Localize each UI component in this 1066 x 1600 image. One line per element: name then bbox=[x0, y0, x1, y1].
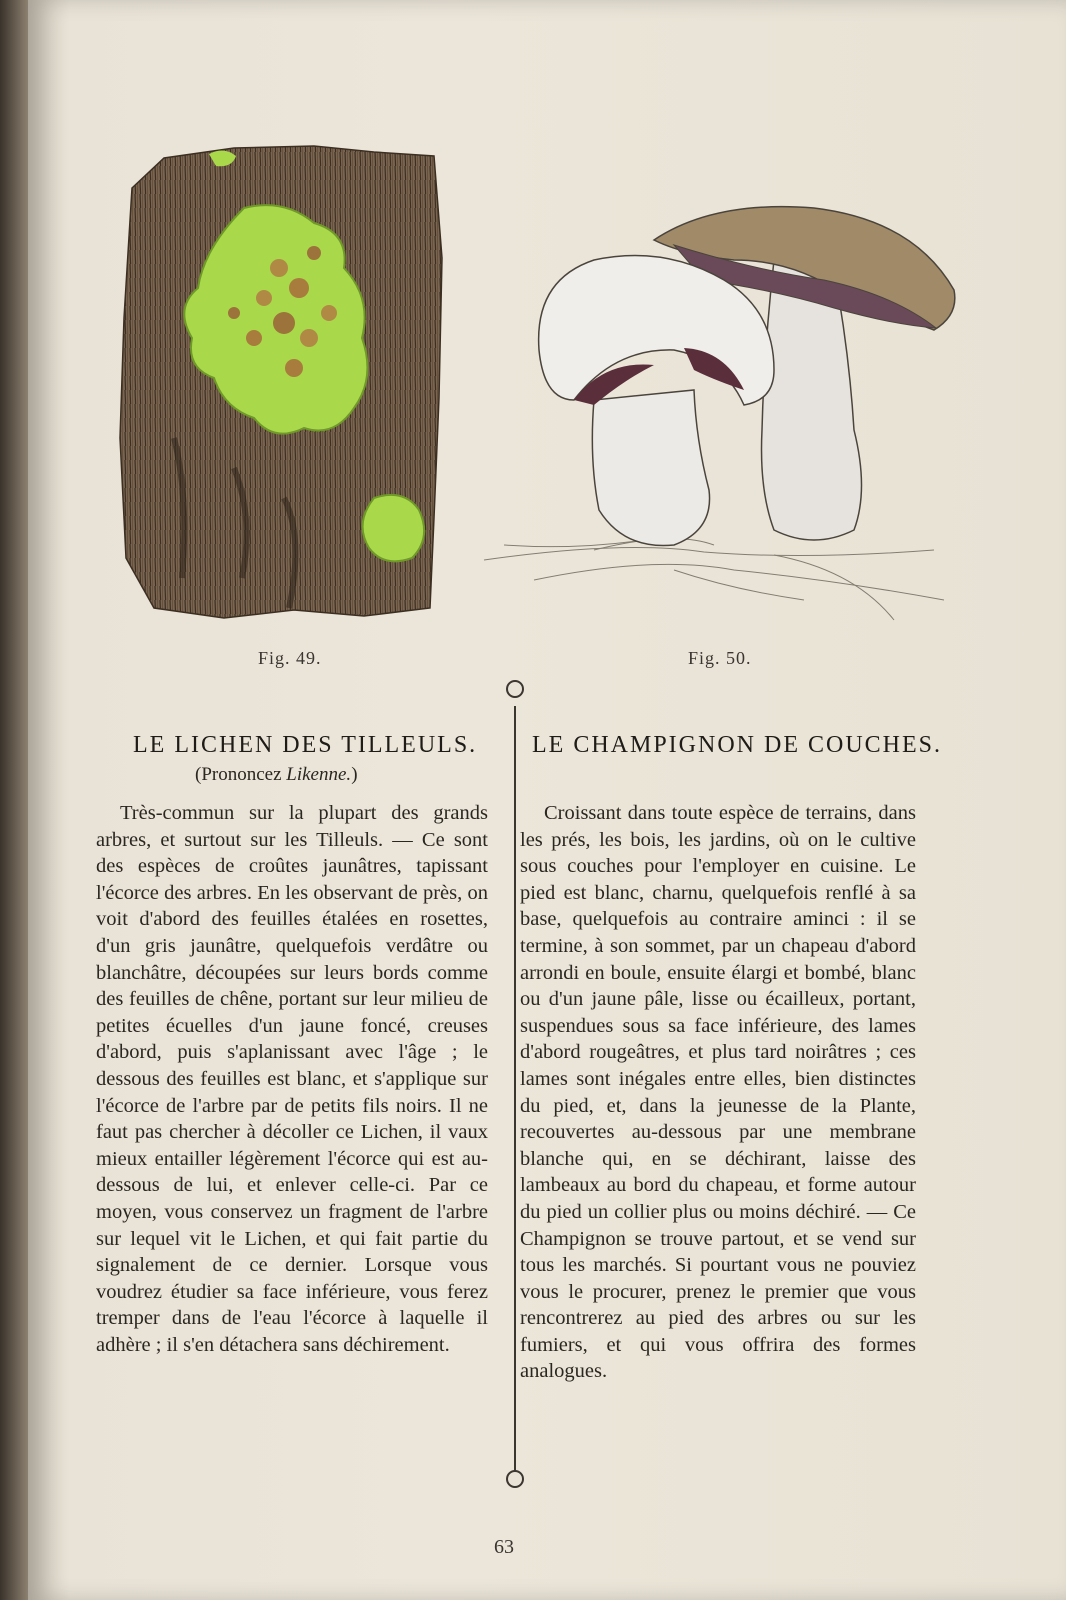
page-number: 63 bbox=[494, 1536, 514, 1558]
left-article-subtitle bbox=[195, 764, 358, 786]
subtitle-pronunciation: Likenne. bbox=[286, 764, 352, 785]
top-ornament-icon bbox=[506, 680, 524, 698]
book-spine-shadow bbox=[0, 0, 28, 1600]
figure-49-caption: Fig. 49. bbox=[258, 648, 322, 668]
right-article-body bbox=[520, 800, 916, 1385]
bottom-ornament-icon bbox=[506, 1470, 524, 1488]
left-article-body bbox=[96, 800, 488, 1358]
small-lichen-patch bbox=[363, 495, 425, 561]
figure-50-caption: Fig. 50. bbox=[688, 648, 752, 668]
subtitle-prefix: (Prononcez bbox=[195, 764, 287, 785]
column-divider bbox=[514, 706, 516, 1472]
lichen-illustration bbox=[114, 138, 444, 628]
left-article-paragraph: Très-commun sur la plupart des grands arbres, et surtout sur les Tilleuls. — Ce sont des espèces de croûtes jaunâtres, tapissant l'écorce des arbres. En les observant de près, on voit d'abord des feuilles étalées en rosettes, d'un gris jaunâtre, quelquefois verdâtre ou blanchâtre, découpées sur leurs bords comme des feuilles de chêne, portant sur leur milieu de petites écuelles d'un jaune foncé, creuses d'abord, puis s'aplanissant avec l'âge ; le dessous des feuilles est blanc, et s'applique sur l'écorce de l'arbre par de petits fils noirs. Il ne faut pas chercher à décoller ce Lichen, il vaux mieux entailler légèrement l'écorce qui est au-dessous de lui, et enlever celle-ci. Par ce moyen, vous conservez un fragment de l'arbre sur lequel vit le Lichen, et qui fait partie du signalement de ce dernier. Lorsque vous voudrez étudier sa face inférieure, vous ferez tremper dans de l'eau l'écorce à laquelle il adhère ; il s'en détachera sans déchirement. bbox=[96, 802, 488, 1356]
subtitle-suffix: ) bbox=[351, 764, 358, 785]
right-article-paragraph: Croissant dans toute espèce de terrains, dans les prés, les bois, les jardins, où on le cultive sous couches pour l'employer en cuisine. Le pied est blanc, charnu, quelquefois renflé à sa base, quelquefois au contraire aminci : il se termine, à son sommet, par un chapeau d'abord arrondi en boule, ensuite élargi et bombé, blanc ou d'un jaune pâle, lisse ou écailleux, portant, suspendues sous sa face inférieure, des lames d'abord rougeâtres, et plus tard noirâtres ; ces lames sont inégales entre elles, bien distinctes du pied, et, dans la jeunesse de la Plante, recouvertes au-dessous par une membrane blanche qui, en se déchirant, laisse des lambeaux au bord du chapeau, et forme autour du pied un collier plus ou moins déchiré. — Ce Champignon se trouve partout, et se vend sur tous les marchés. Si pourtant vous ne pouviez vous le procurer, prenez le premier que vous rencontrerez au pied des arbres ou sur les fumiers, et qui vous offrira des formes analogues. bbox=[520, 802, 916, 1383]
mushroom-illustration bbox=[474, 200, 974, 640]
right-article-title: LE CHAMPIGNON DE COUCHES. bbox=[532, 732, 943, 758]
book-page bbox=[28, 0, 1066, 1600]
mushroom-roots bbox=[484, 539, 944, 620]
left-article-title: LE LICHEN DES TILLEULS. bbox=[133, 732, 478, 758]
left-mushroom bbox=[539, 256, 774, 546]
